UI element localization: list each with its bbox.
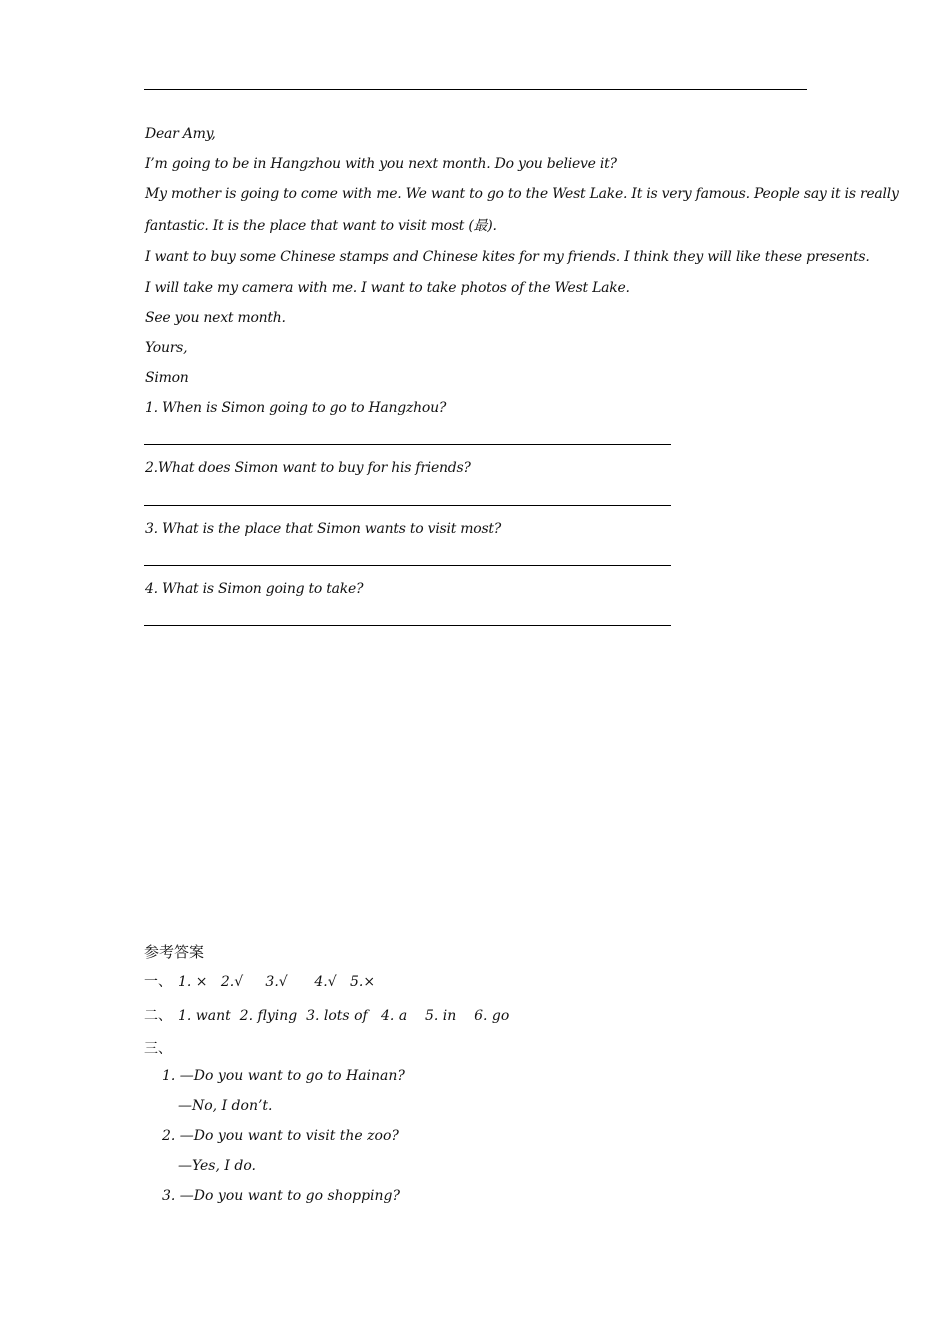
- answer-line-4[interactable]: [144, 625, 671, 626]
- answers-part3-line-5: 3. —Do you want to go shopping?: [162, 1188, 400, 1204]
- letter-signature: Simon: [145, 370, 189, 386]
- answers-part2-label: 二、: [144, 1008, 172, 1024]
- question-1: 1. When is Simon going to go to Hangzhou?: [145, 400, 447, 416]
- question-2: 2.What does Simon want to buy for his friends?: [145, 460, 471, 476]
- answers-part3-line-4: —Yes, I do.: [178, 1158, 256, 1174]
- answers-part2: 1. want 2. flying 3. lots of 4. a 5. in 6. go: [178, 1008, 510, 1024]
- answer-line-2[interactable]: [144, 505, 671, 506]
- answer-line-1[interactable]: [144, 444, 671, 445]
- question-4: 4. What is Simon going to take?: [145, 581, 364, 597]
- letter-line-5: I will take my camera with me. I want to take photos of the West Lake.: [145, 280, 630, 296]
- question-3: 3. What is the place that Simon wants to visit most?: [145, 521, 502, 537]
- letter-greeting: Dear Amy,: [145, 126, 216, 142]
- answers-part3-label: 三、: [144, 1041, 172, 1057]
- letter-line-4: I want to buy some Chinese stamps and Chinese kites for my friends. I think they will like these presents.: [145, 249, 870, 265]
- answers-part3-line-2: —No, I don’t.: [178, 1098, 273, 1114]
- answer-line-3[interactable]: [144, 565, 671, 566]
- letter-line-3: fantastic. It is the place that want to visit most (最).: [145, 218, 497, 234]
- letter-line-2: My mother is going to come with me. We want to go to the West Lake. It is very famous. People say it is really: [145, 186, 899, 202]
- answers-part3-line-3: 2. —Do you want to visit the zoo?: [162, 1128, 399, 1144]
- answers-part1: 1. × 2.√ 3.√ 4.√ 5.×: [178, 974, 376, 990]
- header-rule: [144, 89, 807, 90]
- letter-line-6: See you next month.: [145, 310, 286, 326]
- letter-line-1: I’m going to be in Hangzhou with you next month. Do you believe it?: [145, 156, 617, 172]
- answers-part3-line-1: 1. —Do you want to go to Hainan?: [162, 1068, 405, 1084]
- answers-title: 参考答案: [144, 943, 205, 961]
- answers-part1-label: 一、: [144, 974, 172, 990]
- letter-closing: Yours,: [145, 340, 188, 356]
